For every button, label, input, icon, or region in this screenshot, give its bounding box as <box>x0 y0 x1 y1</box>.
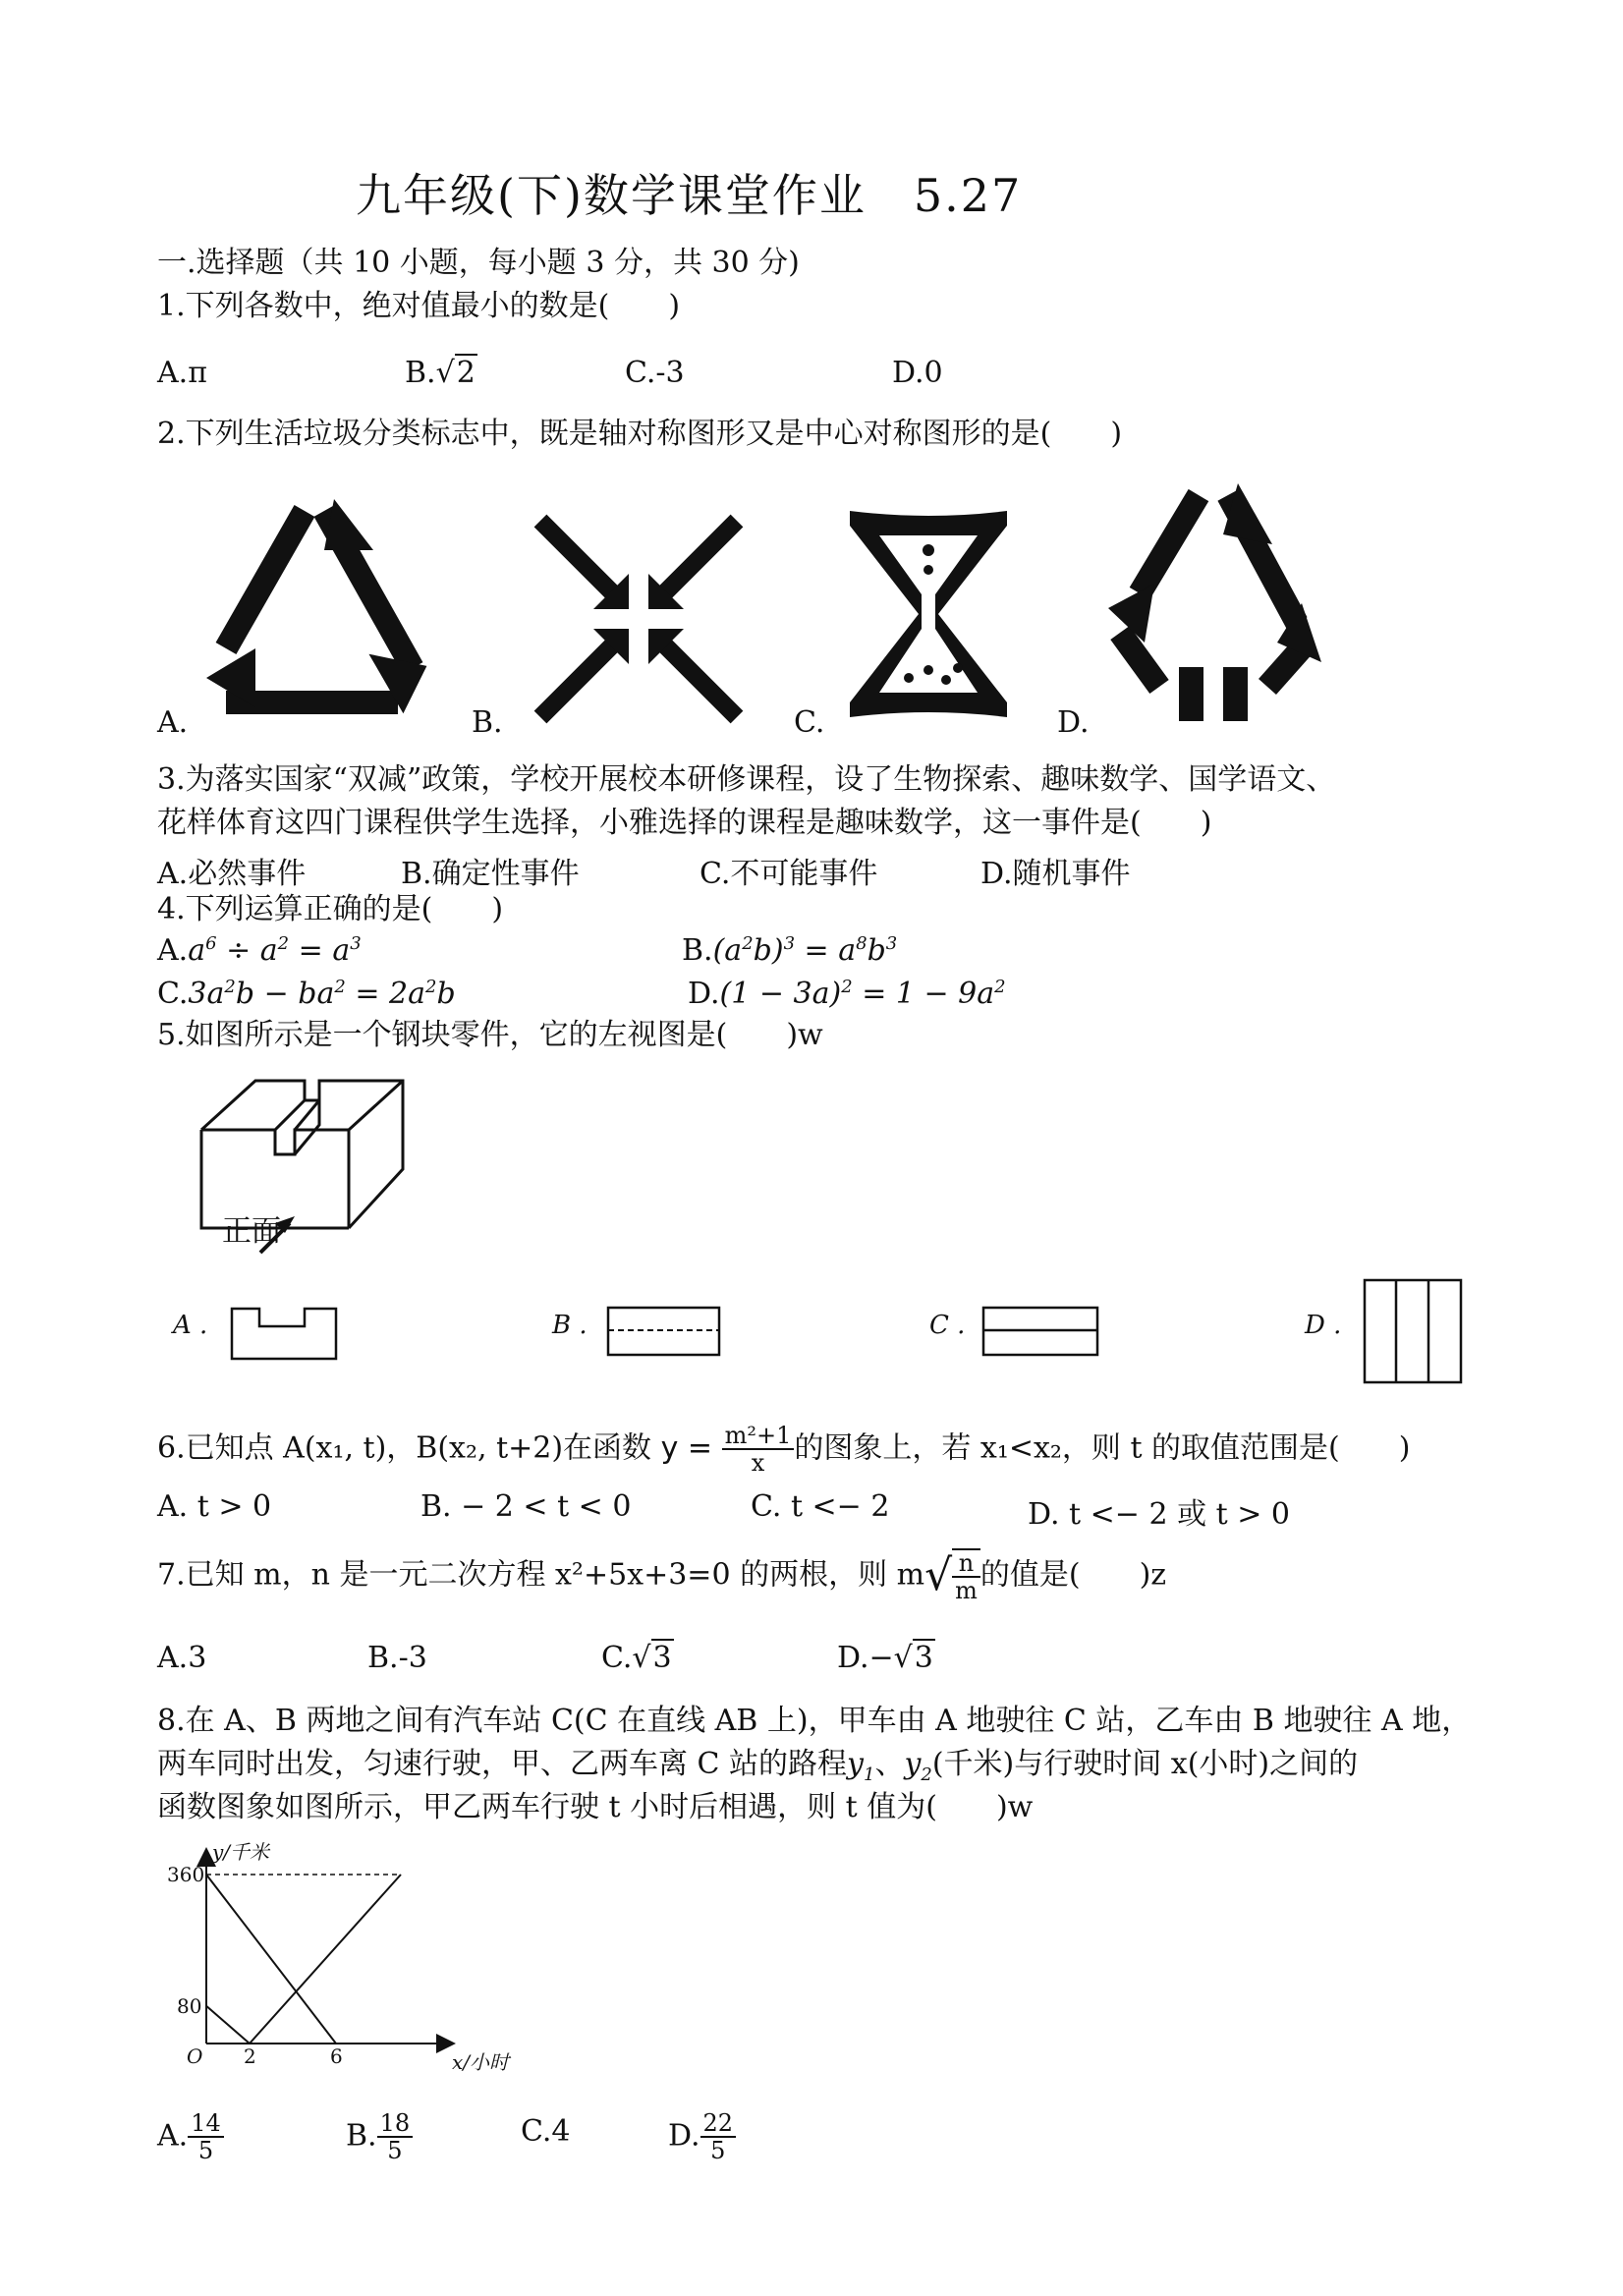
q4-option-d-prefix: D. <box>688 977 720 1011</box>
q2-stem: 2.下列生活垃圾分类标志中，既是轴对称图形又是中心对称图形的是( ) <box>157 417 1123 451</box>
q8-y1 <box>847 1747 875 1785</box>
q7-option-d-sign: − <box>868 1641 894 1675</box>
q4-option-d <box>688 977 1006 1011</box>
y-axis-label: y/千米 <box>212 1840 270 1864</box>
q6-option-c: C. t <− 2 <box>751 1489 890 1524</box>
q6-option-d: D. t <− 2 或 t > 0 <box>1028 1497 1290 1532</box>
q4-option-b-prefix: B. <box>682 933 713 968</box>
x-axis-label: x/小时 <box>452 2050 510 2074</box>
q5-option-c: C . <box>929 1311 966 1340</box>
q8-option-a <box>157 2110 224 2164</box>
q8-y1-subscript: 1 <box>863 1764 875 1785</box>
q7-option-d-radicand: 3 <box>914 1641 933 1675</box>
q7-option-c-radicand: 3 <box>652 1641 672 1675</box>
q7-option-b: B.-3 <box>367 1641 427 1675</box>
recycle-symbol-d-figure <box>1100 476 1326 721</box>
q8-stem-line2 <box>157 1747 1358 1786</box>
y-tick-label-80: 80 <box>177 1993 202 2018</box>
q6-stem-post: 的图象上，若 x₁<x₂，则 t 的取值范围是( ) <box>794 1430 1411 1466</box>
q1-option-c: C.-3 <box>625 356 685 390</box>
q8-option-b-numerator: 18 <box>377 2110 414 2138</box>
q6-function-lhs: y = <box>660 1430 713 1466</box>
q8-stem-line1: 8.在 A、B 两地之间有汽车站 C(C 在直线 AB 上)，甲车由 A 地驶往 C 站，乙车由 B 地驶往 A 地， <box>157 1704 1472 1738</box>
origin-label: O <box>187 2044 203 2068</box>
q4-option-b <box>682 933 897 968</box>
q3-option-a: A.必然事件 <box>157 857 307 891</box>
q6-fraction <box>722 1423 795 1477</box>
x-tick-label-2: 2 <box>244 2044 256 2068</box>
q6-option-a: A. t > 0 <box>157 1489 272 1524</box>
q4-option-a-prefix: A. <box>157 933 189 968</box>
q5-stem: 5.如图所示是一个钢块零件，它的左视图是( )w <box>157 1018 823 1052</box>
q8-option-d <box>668 2110 736 2164</box>
q5-option-b: B . <box>552 1311 588 1340</box>
q8-option-d-prefix: D. <box>668 2118 700 2154</box>
q6-fraction-denominator: x <box>751 1449 765 1478</box>
q2-option-b: B. <box>472 705 503 740</box>
q8-option-a-numerator: 14 <box>188 2110 224 2138</box>
q6-stem <box>157 1423 1410 1477</box>
q3-option-c: C.不可能事件 <box>700 857 878 891</box>
q8-y2-subscript: 2 <box>921 1764 932 1785</box>
q7-fraction-denominator: m <box>955 1577 978 1605</box>
q5-option-d: D . <box>1305 1311 1342 1340</box>
q2-option-a: A. <box>157 705 189 740</box>
q7-fraction-numerator: n <box>952 1550 980 1578</box>
q8-separator: 、 <box>874 1747 905 1781</box>
q7-stem-pre: 7.已知 m，n 是一元二次方程 x²+5x+3=0 的两根，则 m <box>157 1557 925 1593</box>
q8-option-b-denominator: 5 <box>387 2137 403 2165</box>
x-tick-label-6: 6 <box>330 2044 343 2068</box>
q8-option-a-denominator: 5 <box>197 2137 214 2165</box>
sqrt-symbol: √2 <box>435 356 476 390</box>
q7-option-d-prefix: D. <box>837 1641 869 1675</box>
q4-option-c <box>157 977 456 1011</box>
q5-option-a: A . <box>173 1311 208 1340</box>
q3-option-d: D.随机事件 <box>980 857 1131 891</box>
q8-y2-symbol: y <box>904 1747 922 1781</box>
q8-option-b-prefix: B. <box>346 2118 377 2154</box>
q3-option-b: B.确定性事件 <box>401 857 580 891</box>
q5-option-c-view <box>982 1307 1098 1356</box>
q8-stem-line3: 函数图象如图所示，甲乙两车行驶 t 小时后相遇，则 t 值为( )w <box>157 1790 1034 1824</box>
q7-stem-post: 的值是( )z <box>979 1557 1167 1593</box>
q1-option-b-prefix: B. <box>405 356 436 390</box>
q8-y1-symbol: y <box>847 1747 864 1781</box>
q8-option-d-denominator: 5 <box>710 2137 726 2165</box>
q8-option-a-prefix: A. <box>157 2118 189 2154</box>
q8-y2 <box>904 1747 932 1785</box>
page-title: 九年级(下)数学课堂作业 5.27 <box>356 169 1023 222</box>
q8-option-d-fraction <box>700 2110 737 2164</box>
sqrt-symbol: √3 <box>632 1641 672 1675</box>
distance-time-graph <box>157 1837 511 2083</box>
q8-option-a-fraction <box>188 2110 224 2164</box>
hourglass-c-figure <box>840 501 1017 727</box>
q5-option-a-view <box>230 1307 338 1361</box>
q1-option-b <box>405 356 477 390</box>
q4-option-c-expression: $3a^2b - ba^2 = 2a^2b$ <box>188 977 456 1011</box>
q7-sqrt: √ <box>924 1549 953 1600</box>
q4-stem: 4.下列运算正确的是( ) <box>157 892 504 926</box>
q2-option-c: C. <box>794 705 825 740</box>
q8-option-b <box>346 2110 413 2164</box>
y-tick-label-360: 360 <box>167 1863 205 1886</box>
steel-part-3d-figure <box>196 1071 413 1238</box>
q3-stem-line2: 花样体育这四门课程供学生选择，小雅选择的课程是趣味数学，这一事件是( ) <box>157 806 1212 840</box>
q5-option-b-view <box>607 1307 720 1356</box>
q2-option-d: D. <box>1057 705 1090 740</box>
q4-option-d-expression: $(1 - 3a)^2 = 1 - 9a^2$ <box>719 977 1006 1011</box>
q1-stem: 1.下列各数中，绝对值最小的数是( ) <box>157 289 681 323</box>
q6-fraction-numerator: m²+1 <box>722 1423 795 1450</box>
q7-option-c-prefix: C. <box>601 1641 633 1675</box>
sqrt-symbol: √3 <box>893 1641 933 1675</box>
q7-fraction <box>952 1548 980 1604</box>
q5-option-d-view <box>1364 1279 1462 1383</box>
q8-option-c: C.4 <box>521 2114 571 2149</box>
section-heading: 一.选择题（共 10 小题，每小题 3 分，共 30 分) <box>157 246 800 280</box>
q7-option-c <box>601 1641 674 1675</box>
series-line-2 <box>206 2006 250 2044</box>
q4-option-a <box>157 933 362 968</box>
q3-stem-line1: 3.为落实国家“双减”政策，学校开展校本研修课程，设了生物探索、趣味数学、国学语文、 <box>157 762 1336 797</box>
q1-option-d: D.0 <box>892 356 943 390</box>
recycle-symbol-a-figure <box>187 491 442 727</box>
q4-option-c-prefix: C. <box>157 977 189 1011</box>
q6-option-b: B. − 2 < t < 0 <box>420 1489 632 1524</box>
inward-arrows-b-figure <box>531 511 747 727</box>
q1-option-b-radicand: 2 <box>456 356 476 390</box>
q8-option-b-fraction <box>377 2110 414 2164</box>
q8-option-d-numerator: 22 <box>700 2110 737 2138</box>
q8-stem-line2-pre: 两车同时出发，匀速行驶，甲、乙两车离 C 站的路程 <box>157 1747 848 1781</box>
q4-option-b-expression: $(a^2b)^3 = a^8b^3$ <box>712 933 898 968</box>
q7-option-a: A.3 <box>157 1641 207 1675</box>
q6-stem-pre: 6.已知点 A(x₁, t)，B(x₂, t+2)在函数 <box>157 1430 652 1466</box>
q1-option-a: A.π <box>157 356 207 390</box>
q4-option-a-expression: $a^6 \div a^2 = a^3$ <box>188 933 362 968</box>
q7-option-d <box>837 1641 935 1675</box>
front-view-label: 正面 <box>222 1214 281 1249</box>
q7-stem <box>157 1548 1166 1604</box>
q8-stem-line2-post: (千米)与行驶时间 x(小时)之间的 <box>931 1747 1359 1781</box>
